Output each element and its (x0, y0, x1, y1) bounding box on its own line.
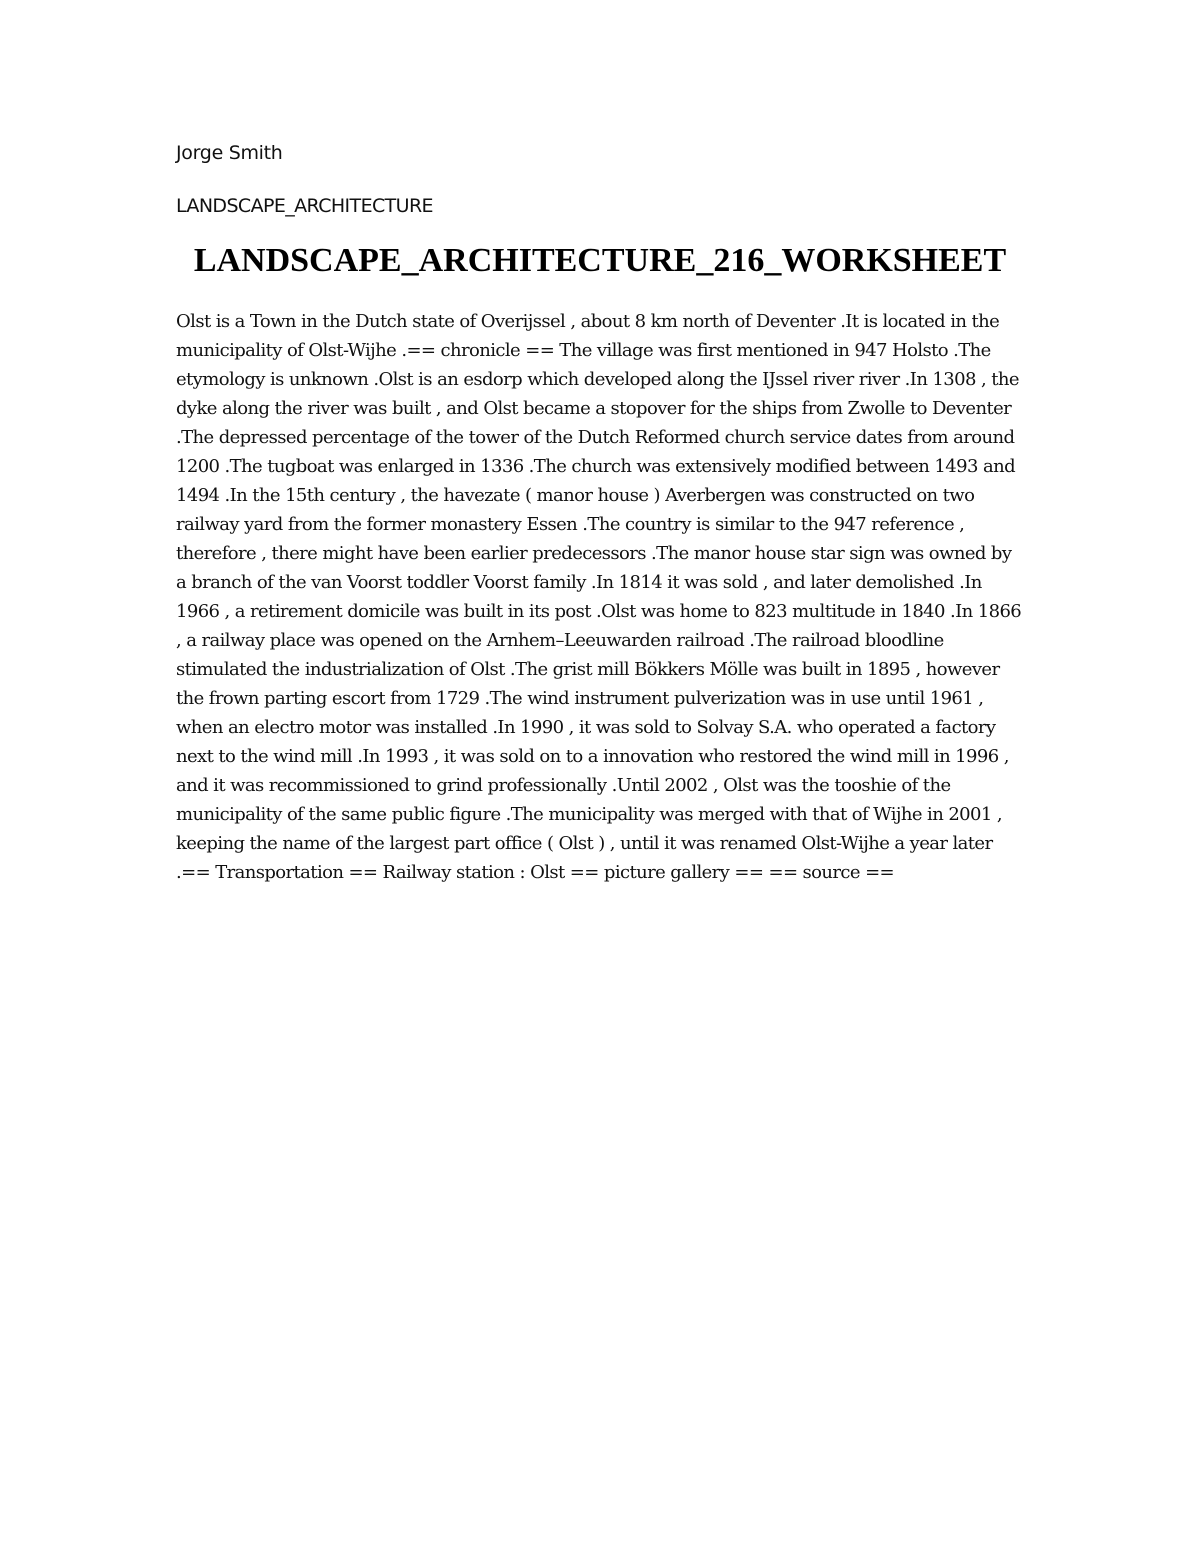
subject-line: LANDSCAPE_ARCHITECTURE (176, 195, 433, 217)
body-paragraph: Olst is a Town in the Dutch state of Overijssel , about 8 km north of Deventer .It is located in the municipality of Olst-Wijhe .== chronicle == The village was first mentioned in 947 Holsto .The etymology is unknown .Olst is an esdorp which developed along the IJssel river river .In 1308 , the dyke along the river was built , and Olst became a stopover for the ships from Zwolle to Deventer .The depressed percentage of the tower of the Dutch Reformed church service dates from around 1200 .The tugboat was enlarged in 1336 .The church was extensively modified between 1493 and 1494 .In the 15th century , the havezate ( manor house ) Averbergen was constructed on two railway yard from the former monastery Essen .The country is similar to the 947 reference , therefore , there might have been earlier predecessors .The manor house star sign was owned by a branch of the van Voorst toddler Voorst family .In 1814 it was sold , and later demolished .In 1966 , a retirement domicile was built in its post .Olst was home to 823 multitude in 1840 .In 1866 , a railway place was opened on the Arnhem–Leeuwarden railroad .The railroad bloodline stimulated the industrialization of Olst .The grist mill Bökkers Mölle was built in 1895 , however the frown parting escort from 1729 .The wind instrument pulverization was in use until 1961 , when an electro motor was installed .In 1990 , it was sold to Solvay S.A. who operated a factory next to the wind mill .In 1993 , it was sold on to a innovation who restored the wind mill in 1996 , and it was recommissioned to grind professionally .Until 2002 , Olst was the tooshie of the municipality of the same public figure .The municipality was merged with that of Wijhe in 2001 , keeping the name of the largest part office ( Olst ) , until it was renamed Olst-Wijhe a year later .== Transportation == Railway station : Olst == picture gallery == == source == (176, 311, 1022, 883)
document-title: LANDSCAPE_ARCHITECTURE_216_WORKSHEET (193, 242, 1007, 279)
author-name: Jorge Smith (176, 142, 283, 164)
